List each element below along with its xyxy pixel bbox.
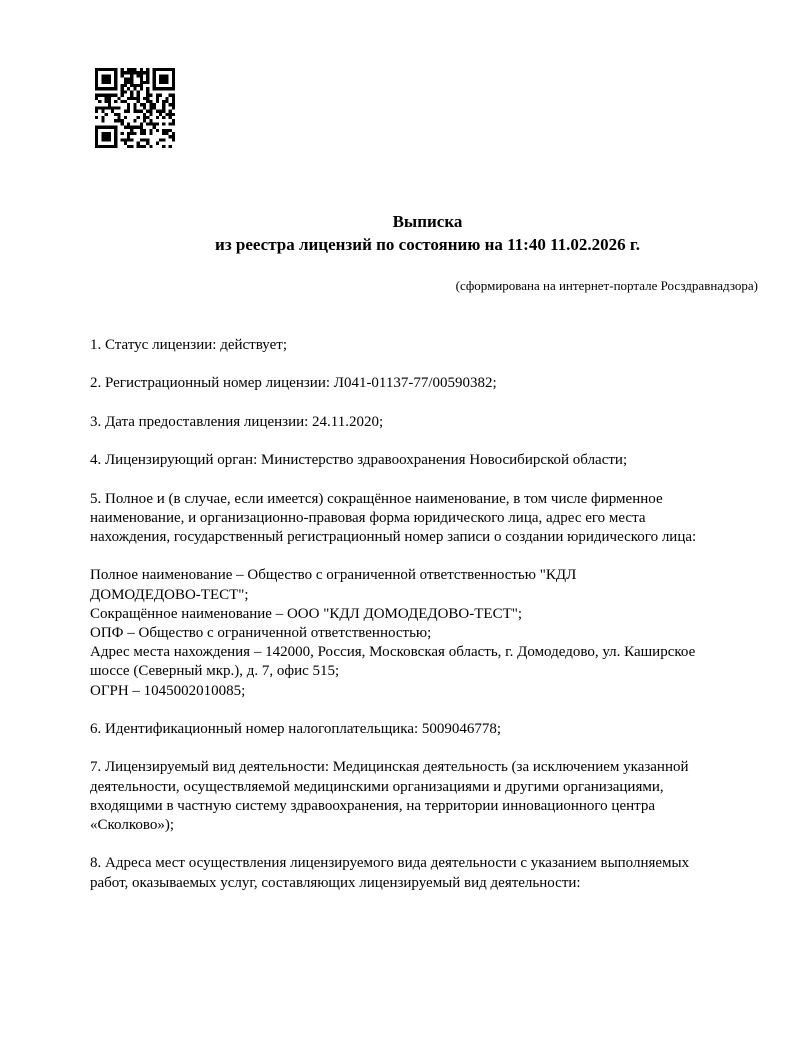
- paragraph-3: [90, 413, 780, 432]
- text-line: Сокращённое наименование – ООО "КДЛ ДОМОДЕДОВО-ТЕСТ";: [90, 605, 523, 622]
- text-line: 5. Полное и (в случае, если имеется) сокращённое наименование, в том числе фирменное: [90, 490, 663, 507]
- title-line-1: Выписка: [392, 212, 463, 231]
- document-body: [90, 336, 780, 912]
- paragraph-9: [90, 854, 780, 892]
- paragraph-8: [90, 758, 780, 835]
- text-line: нахождения, государственный регистрационный номер записи о создании юридического лица:: [90, 528, 697, 545]
- text-line: работ, оказываемых услуг, составляющих лицензируемый вид деятельности:: [90, 874, 581, 891]
- text-line: наименование, и организационно-правовая форма юридического лица, адрес его места: [90, 509, 646, 526]
- text-line: деятельности, осуществляемой медицинскими организациями и другими организациями,: [90, 778, 664, 795]
- text-line: «Сколково»);: [90, 816, 174, 833]
- text-line: 1. Статус лицензии: действует;: [90, 337, 287, 353]
- text-line: ДОМОДЕДОВО-ТЕСТ";: [90, 586, 249, 603]
- paragraph-2: [90, 374, 780, 393]
- text-line: Полное наименование – Общество с ограниченной ответственностью "КДЛ: [90, 567, 577, 584]
- paragraph-6: [90, 566, 780, 700]
- text-line: 3. Дата предоставления лицензии: 24.11.2020;: [90, 413, 384, 430]
- text-line: входящими в частную систему здравоохранения, на территории инновационного центра: [90, 797, 656, 814]
- text-line: ОПФ – Общество с ограниченной ответственностью;: [90, 624, 432, 641]
- text-line: Адрес места нахождения – 142000, Россия, Московская область, г. Домодедово, ул. Каширское: [90, 644, 696, 661]
- paragraph-1: [90, 336, 780, 355]
- paragraph-7: [90, 720, 780, 739]
- text-line: 7. Лицензируемый вид деятельности: Медицинская деятельность (за исключением указанной: [90, 759, 689, 776]
- text-line: 6. Идентификационный номер налогоплательщика: 5009046778;: [90, 720, 502, 737]
- text-line: шоссе (Северный мкр.), д. 7, офис 515;: [90, 663, 340, 680]
- title-line-2: из реестра лицензий по состоянию на 11:40 11.02.2026 г.: [215, 234, 640, 254]
- qr-code-icon: [95, 68, 175, 148]
- text-line: 2. Регистрационный номер лицензии: Л041-01137-77/00590382;: [90, 375, 497, 392]
- subtitle-note: (сформирована на интернет-портале Росздравнадзора): [455, 278, 758, 293]
- paragraph-5: [90, 490, 780, 548]
- page-title: [90, 211, 765, 256]
- text-line: ОГРН – 1045002010085;: [90, 682, 246, 699]
- paragraph-4: [90, 451, 780, 470]
- text-line: 8. Адреса мест осуществления лицензируемого вида деятельности с указанием выполняемых: [90, 855, 690, 872]
- text-line: 4. Лицензирующий орган: Министерство здравоохранения Новосибирской области;: [90, 452, 628, 469]
